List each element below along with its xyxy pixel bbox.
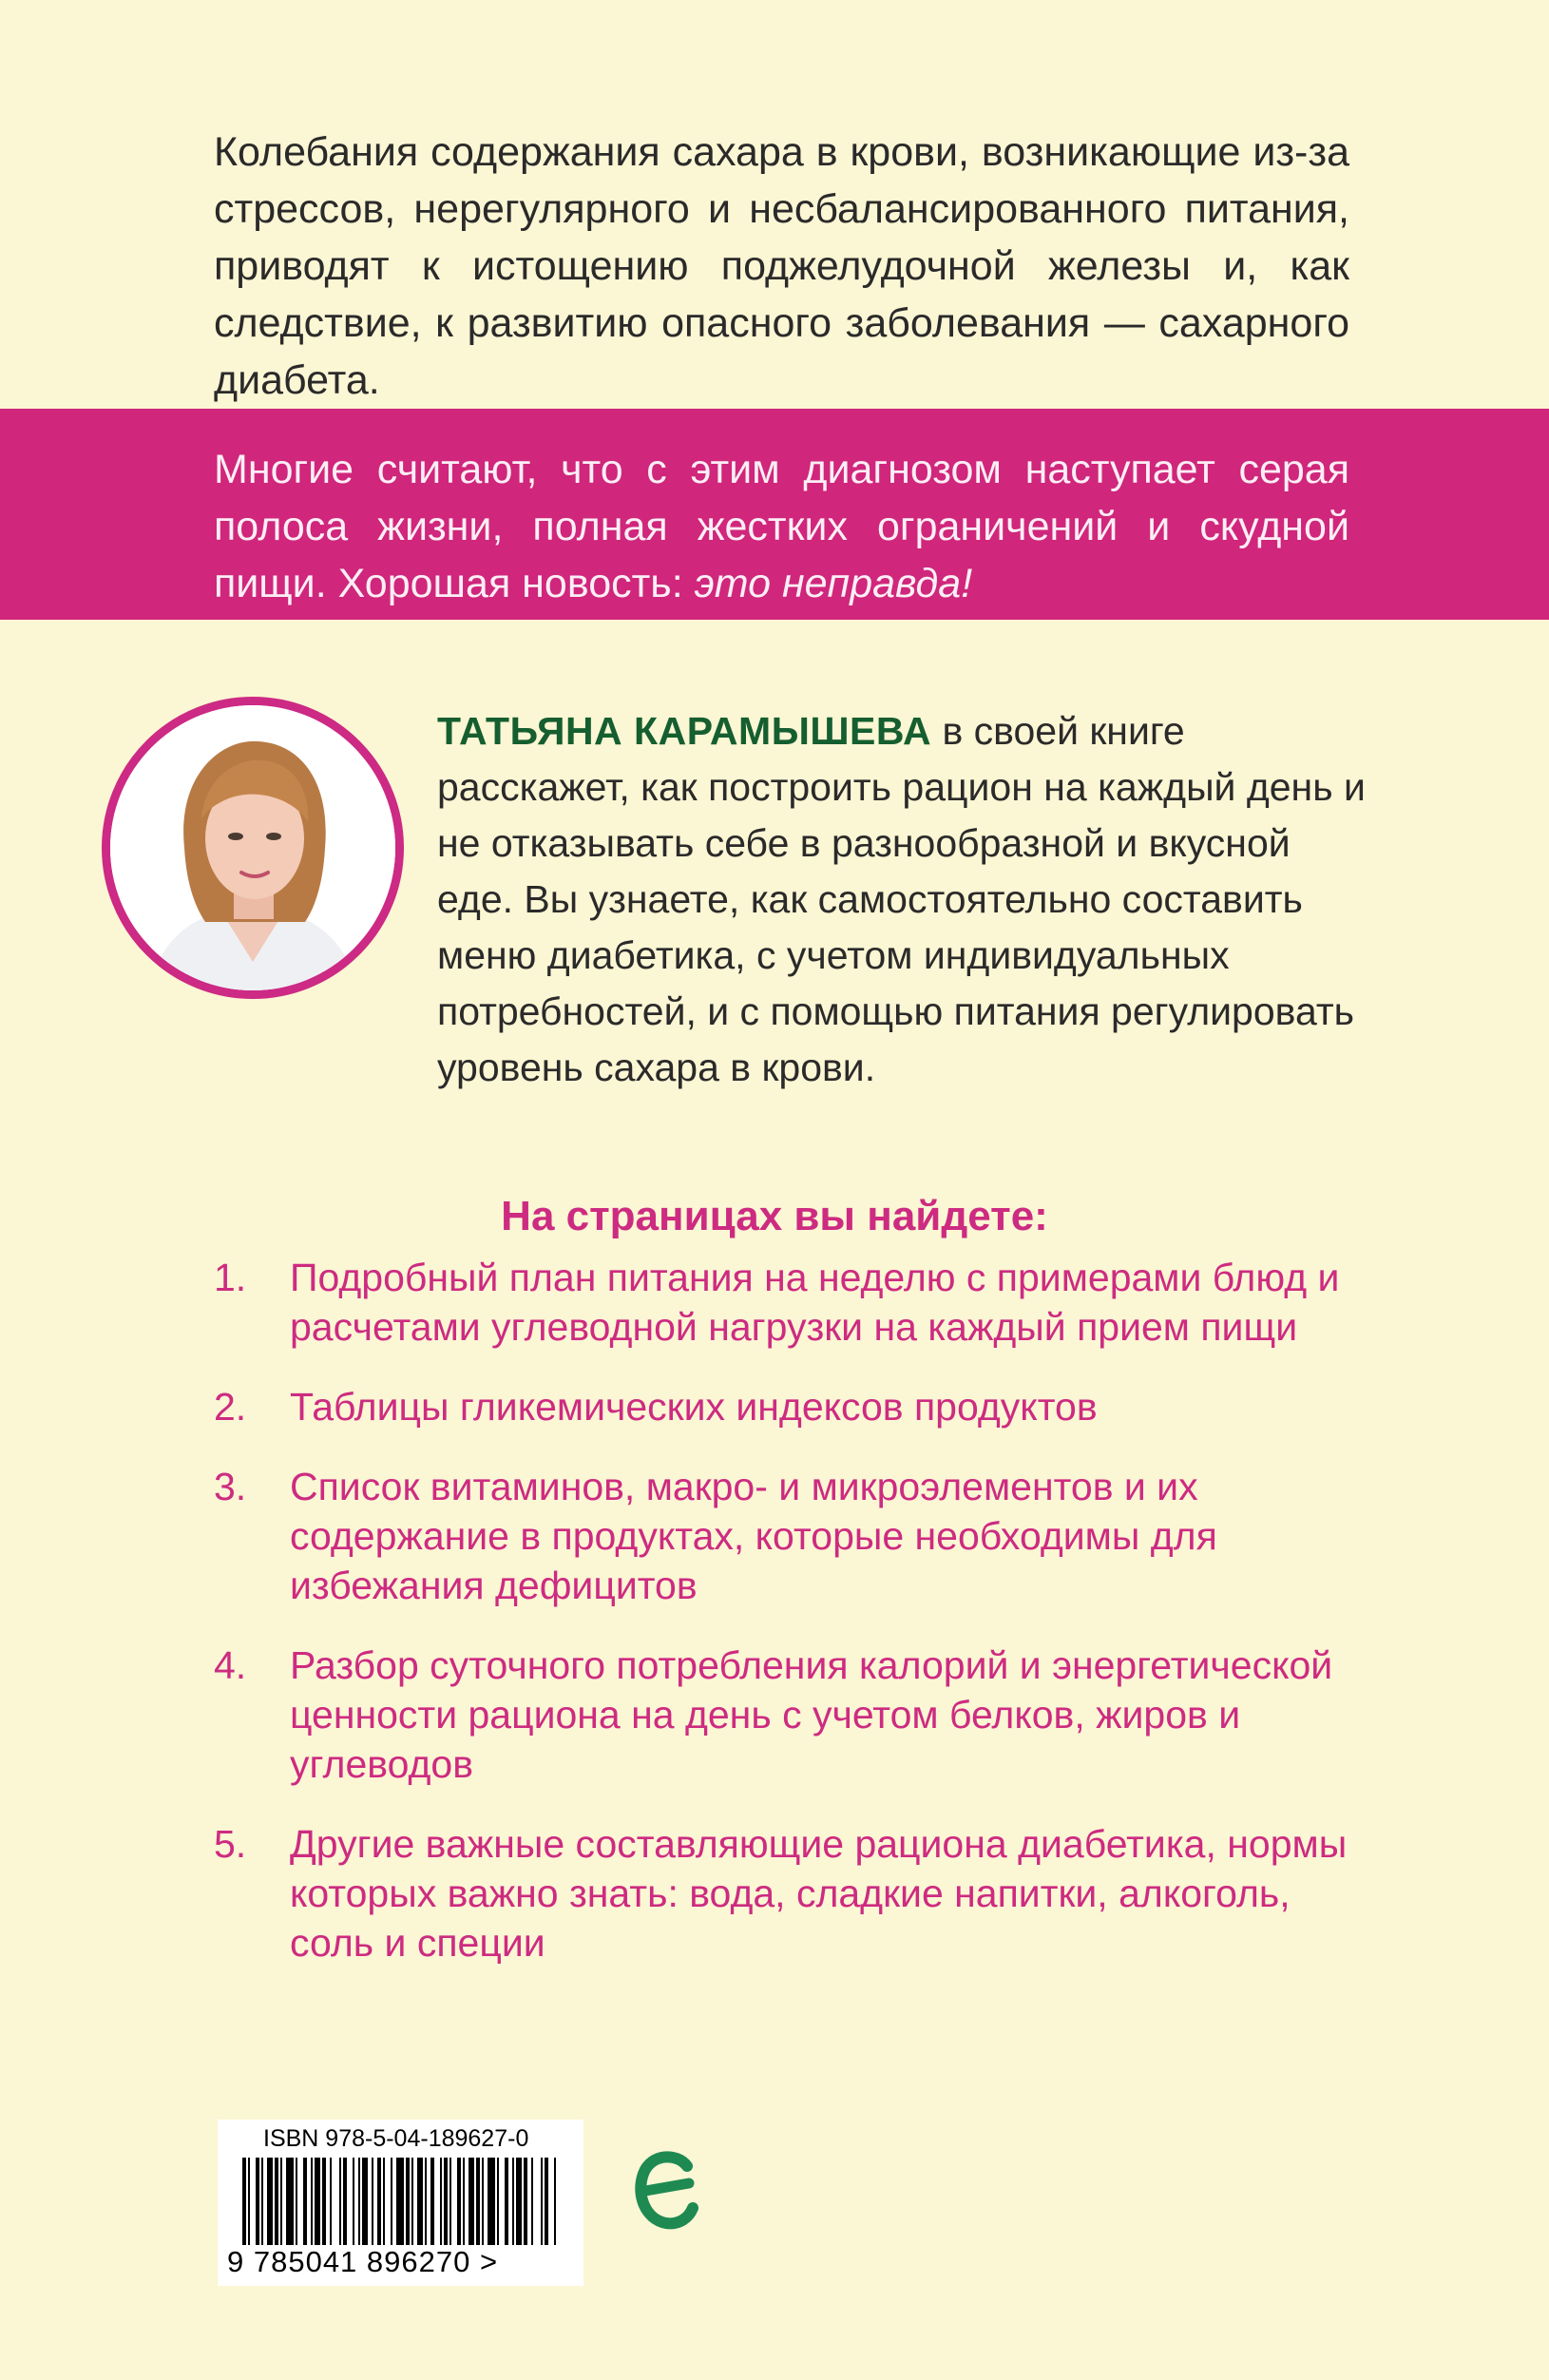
features-title: На страницах вы найдете:: [501, 1193, 1048, 1239]
publisher-logo-icon: [632, 2145, 698, 2245]
feature-number: 3.: [214, 1465, 247, 1508]
barcode-icon: [242, 2158, 561, 2248]
author-portrait-image: [110, 705, 395, 990]
author-paragraph: [437, 703, 1368, 1096]
feature-number: 5.: [214, 1822, 247, 1866]
feature-text: Другие важные составляющие рациона диабетика, нормы которых важно знать: вода, сладкие напитки, алкоголь, соль и специи: [290, 1822, 1348, 1965]
feature-number: 2.: [214, 1385, 247, 1429]
author-description: в своей книге расскажет, как построить рацион на каждый день и не отказывать себе в разнообразной и вкусной еде. Вы узнаете, как самостоятельно составить меню диабетика, с учетом индивидуальных потребностей, и с помощью питания регулировать уровень сахара в крови.: [437, 709, 1366, 1089]
barcode-digits: 9 785041 896270 >: [227, 2245, 499, 2278]
barcode-block: [218, 2120, 583, 2286]
feature-item: [214, 1819, 1373, 1967]
author-photo: [102, 697, 404, 999]
feature-item: [214, 1462, 1373, 1610]
band-emphasis: это неправда!: [694, 561, 973, 606]
isbn-label: ISBN 978-5-04-189627-0: [263, 2125, 529, 2152]
feature-text: Список витаминов, макро- и микроэлементов и их содержание в продуктах, которые необходимы для избежания дефицитов: [290, 1465, 1217, 1607]
band-text: Многие считают, что с этим диагнозом наступает серая полоса жизни, полная жестких ограничений и скудной пищи. Хорошая новость:: [214, 447, 1349, 606]
feature-number: 4.: [214, 1643, 247, 1687]
feature-text: Разбор суточного потребления калорий и энергетической ценности рациона на день с учетом белков, жиров и углеводов: [290, 1643, 1333, 1786]
band-paragraph: [214, 441, 1349, 612]
feature-text: Таблицы гликемических индексов продуктов: [290, 1385, 1098, 1429]
feature-item: [214, 1253, 1373, 1352]
features-list: [214, 1253, 1373, 1998]
author-name: ТАТЬЯНА КАРАМЫШЕВА: [437, 709, 932, 753]
intro-paragraph: Колебания содержания сахара в крови, возникающие из-за стрессов, нерегулярного и несбалансированного питания, приводят к истощению поджелудочной железы и, как следствие, к развитию опасного заболевания — сахарного диабета.: [214, 129, 1349, 403]
feature-item: [214, 1382, 1373, 1431]
feature-text: Подробный план питания на неделю с примерами блюд и расчетами углеводной нагрузки на каждый прием пищи: [290, 1256, 1340, 1349]
feature-item: [214, 1641, 1373, 1789]
feature-number: 1.: [214, 1256, 247, 1299]
